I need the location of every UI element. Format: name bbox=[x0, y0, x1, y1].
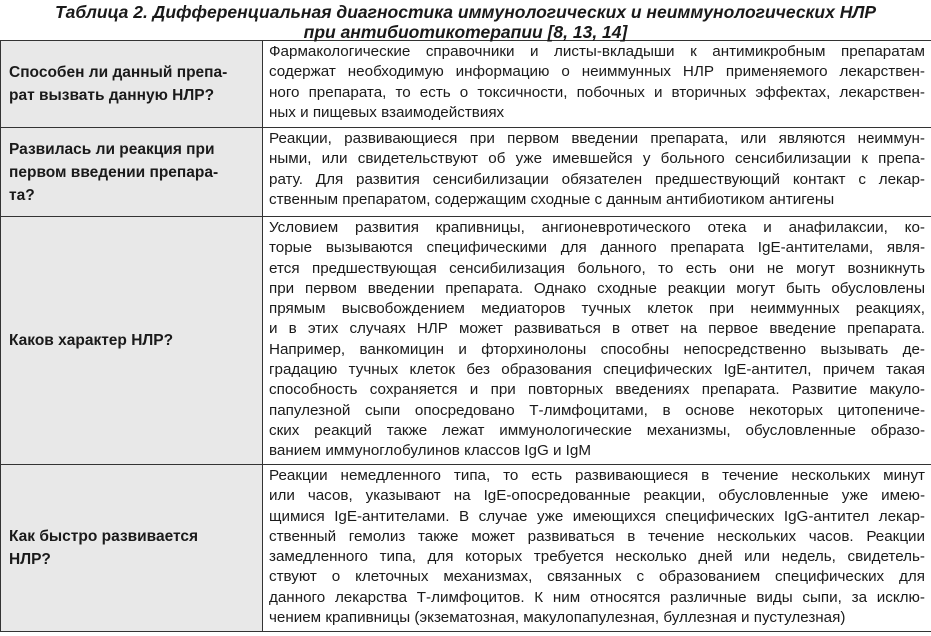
answer-line: замедленного типа, для которых требуется несколько дней или недель, свидетель- bbox=[269, 548, 925, 566]
answer-line: ственный гемолиз также может развиваться в течение нескольких часов. Реакции bbox=[269, 527, 925, 545]
answer-line: или часов, указывают на IgE-опосредованные реакции, обусловленные уже имею- bbox=[269, 487, 925, 505]
question-cell bbox=[1, 465, 263, 632]
answer-line: Реакции, развивающиеся при первом введении препарата, или являются неиммун- bbox=[269, 130, 925, 147]
question-cell bbox=[1, 217, 263, 465]
answer-line: Реакции немедленного типа, то есть развивающиеся в течение нескольких минут bbox=[269, 467, 925, 484]
answer-line: чением крапивницы (экзематозная, макулопапулезная, буллезная и пустулезная) bbox=[269, 609, 846, 627]
question-cell bbox=[1, 41, 263, 128]
table-title-line-1: Таблица 2. Дифференциальная диагностика иммунологических и неиммунологических НЛР bbox=[54, 2, 877, 22]
answer-cell bbox=[263, 128, 931, 217]
question-cell bbox=[1, 128, 263, 217]
answer-line: Фармакологические справочники и листы-вкладыши к антимикробным препаратам bbox=[269, 43, 925, 60]
question-line: первом введении препара- bbox=[9, 163, 219, 181]
table-row bbox=[1, 41, 931, 128]
answer-line: папулезной сыпи опосредовано Т-лимфоцитами, в основе некоторых цитопениче- bbox=[269, 401, 925, 419]
answer-line: Условием развития крапивницы, ангионевротического отека и анафилаксии, ко- bbox=[269, 219, 925, 236]
answer-line: Например, ванкомицин и фторхинолоны способны непосредственно вызывать де- bbox=[269, 340, 925, 358]
answer-cell bbox=[263, 465, 931, 632]
table-body bbox=[1, 41, 931, 632]
question-line: рат вызвать данную НЛР? bbox=[9, 87, 215, 104]
answer-line: и в этих случаях НЛР может развиваться в ответ на первое введение препарата. bbox=[269, 320, 925, 338]
answer-line: торые вызываются специфическими для данного препарата IgE-антителами, явля- bbox=[269, 239, 925, 257]
answer-line: прямым высвобождением медиаторов тучных клеток при неиммунных реакциях, bbox=[269, 300, 925, 318]
answer-line: ными, или свидетельствуют об уже имевшейся у больного сенсибилизации к препа- bbox=[269, 150, 925, 168]
answer-line: при первом введении препарата. Однако сходные реакции могут быть обусловлены bbox=[269, 279, 925, 297]
question-line: та? bbox=[9, 186, 35, 204]
answer-line: рату. Для развития сенсибилизации обязателен предшествующий контакт с лекар- bbox=[269, 170, 925, 188]
table-row bbox=[1, 217, 931, 465]
diagnosis-table bbox=[0, 40, 931, 632]
table-row bbox=[1, 128, 931, 217]
answer-cell bbox=[263, 217, 931, 465]
answer-line: ванием иммуноглобулинов классов IgG и IgM bbox=[269, 442, 591, 460]
table-title-line-2: при антибиотикотерапии [8, 13, 14] bbox=[303, 22, 628, 42]
answer-line: ственным препаратом, содержащим сходные с данным антибиотиком антигены bbox=[269, 190, 835, 208]
answer-line: градацию тучных клеток без образования специфических IgE-антител, причем такая bbox=[269, 361, 925, 379]
answer-line: ного препарата, то есть о токсичности, побочных и вторичных эффектах, лекарствен- bbox=[269, 83, 925, 101]
question-line: Каков характер НЛР? bbox=[9, 332, 174, 349]
table-row bbox=[1, 465, 931, 632]
answer-line: ствуют о клеточных механизмах, связанных с образованием специфических для bbox=[269, 568, 925, 586]
answer-line: ских реакций также лежат иммунологические механизмы, обусловленные образо- bbox=[269, 421, 925, 439]
answer-line: ется предшествующая сенсибилизация больного, то есть они не могут возникнуть bbox=[269, 259, 925, 277]
answer-cell bbox=[263, 41, 931, 128]
answer-line: содержат необходимую информацию о неиммунных НЛР применяемого лекарствен- bbox=[269, 63, 925, 81]
table-title bbox=[0, 0, 931, 40]
answer-line: ных и пищевых взаимодействиях bbox=[269, 103, 505, 121]
question-line: НЛР? bbox=[9, 551, 51, 568]
question-line: Способен ли данный препа- bbox=[9, 64, 228, 81]
answer-line: щимися IgE-антителами. В случае уже имеющихся специфических IgG-антител лекар- bbox=[269, 507, 925, 525]
answer-line: данного лекарства Т-лимфоцитов. К ним относятся различные виды сыпи, за исклю- bbox=[269, 588, 925, 606]
answer-line: способность сохраняется и при повторных введениях препарата. Развитие макуло- bbox=[269, 381, 925, 399]
question-line: Как быстро развивается bbox=[9, 528, 199, 545]
question-line: Развилась ли реакция при bbox=[9, 140, 215, 158]
